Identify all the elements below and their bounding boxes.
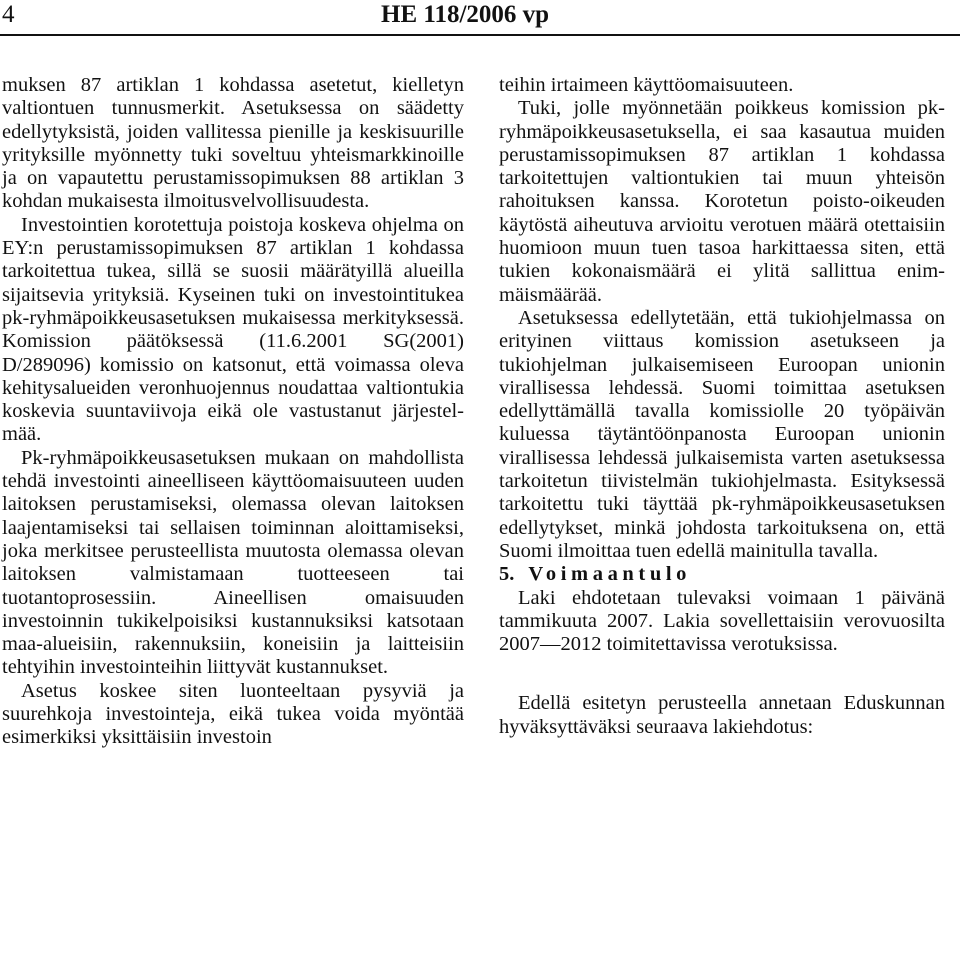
right-column [499, 74, 945, 739]
paragraph: Asetus koskee siten luonteeltaan pysyviä ja suurehkoja investointeja, eikä tukea voida myöntää esimerkiksi yksittäisiin investoin [2, 679, 464, 749]
paragraph: Edellä esitetyn perusteella annetaan Eduskunnan hyväksyttäväksi seuraava lakiehdotus: [499, 692, 945, 738]
document-id: HE 118/2006 vp [381, 1, 550, 28]
section-number: 5. [499, 563, 515, 586]
section-heading [499, 563, 945, 586]
page-header [0, 0, 960, 36]
paragraph: Laki ehdotetaan tulevaksi voimaan 1 päivänä tammikuuta 2007. Lakia sovellettaisiin verovuosilta 2007—2012 toimitettavissa verotuksissa. [499, 586, 945, 656]
header-rule [0, 34, 960, 36]
paragraph: teihin irtaimeen käyttöomaisuuteen. [499, 74, 794, 96]
paragraph: Tuki, jolle myönnetään poikkeus komission pk-ryhmäpoikkeusasetuksella, ei saa kasautua muiden perustamissopimuksen 87 artiklan 1 kohdassa tarkoitettujen valtiontukien tai muun yhteisön rahoituksen kanssa. Korotetun poisto-oikeuden käytöstä aiheutuva arvioitu verotuen määrä otettaisiin huomioon muun tuen tasoa harkittaessa siten, että tukien kokonaismäärä ei ylitä sallittua enimmäismäärää. [499, 97, 945, 306]
page-number: 4 [2, 1, 15, 28]
paragraph: Asetuksessa edellytetään, että tukiohjelmassa on erityinen viittaus komission asetukseen ja tukiohjelman julkaisemiseen Euroopan unionin virallisessa lehdessä. Suomi toimittaa asetuksen edellyttämällä tavalla komissiolle 20 työpäivän kuluessa täytäntöönpanosta Euroopan unionin virallisessa lehdessä julkaisemista varten asetuksessa tarkoitetun tiivistelmän tukiohjelmasta. Esityksessä tarkoitettu tuki täyttää pk-ryhmäpoikkeusasetuksen edellytykset, minkä johdosta tarkoituksena on, että Suomi ilmoittaa tuen edellä mainitulla tavalla. [499, 306, 945, 562]
paragraph: Pk-ryhmäpoikkeusasetuksen mukaan on mahdollista tehdä investointi aineelliseen käyttöomaisuuteen uuden laitoksen perustamiseksi, olemassa olevan laitoksen laajentamiseksi tai sellaisen toiminnan aloittamiseksi, joka merkitsee perusteellista muutosta olemassa olevan laitoksen valmistamaan tuotteeseen tai tuotantoprosessiin. Aineellisen omaisuuden investoinnin tukikelpoisiksi kustannuksiksi katsotaan maa-alueisiin, rakennuksiin, koneisiin ja laitteisiin tehtyihin investointeihin liittyvät kustannukset. [2, 446, 464, 679]
left-column [2, 74, 464, 750]
paragraph: Investointien korotettuja poistoja koskeva ohjelma on EY:n perustamissopimuksen 87 artiklan 1 kohdassa tarkoitettua tukea, sillä se suosii määrätyillä alueilla sijaitsevia yrityksiä. Kyseinen tuki on investointitukea pk-ryhmäpoikkeusasetuksen mukaisessa merkityksessä. Komission päätöksessä (11.6.2001 SG(2001) D/289096) komissio on katsonut, että voimassa oleva kehitysalueiden veronhuojennus noudattaa valtiontukia koskevia suuntaviivoja eikä ole vastustanut järjestelmää. [2, 213, 464, 446]
paragraph-gap [499, 656, 945, 692]
paragraph: muksen 87 artiklan 1 kohdassa asetetut, kielletyn valtiontuen tunnusmerkit. Asetuksessa on säädetty edellytyksistä, joiden vallitessa pienille ja keskisuurille yrityksille myönnetty tuki soveltuu yhteismarkkinoille ja on vapautettu perustamissopimuksen 88 artiklan 3 kohdan mukaisesta ilmoitusvelvollisuudesta. [2, 74, 464, 213]
section-title: Voimaantulo [528, 563, 691, 586]
